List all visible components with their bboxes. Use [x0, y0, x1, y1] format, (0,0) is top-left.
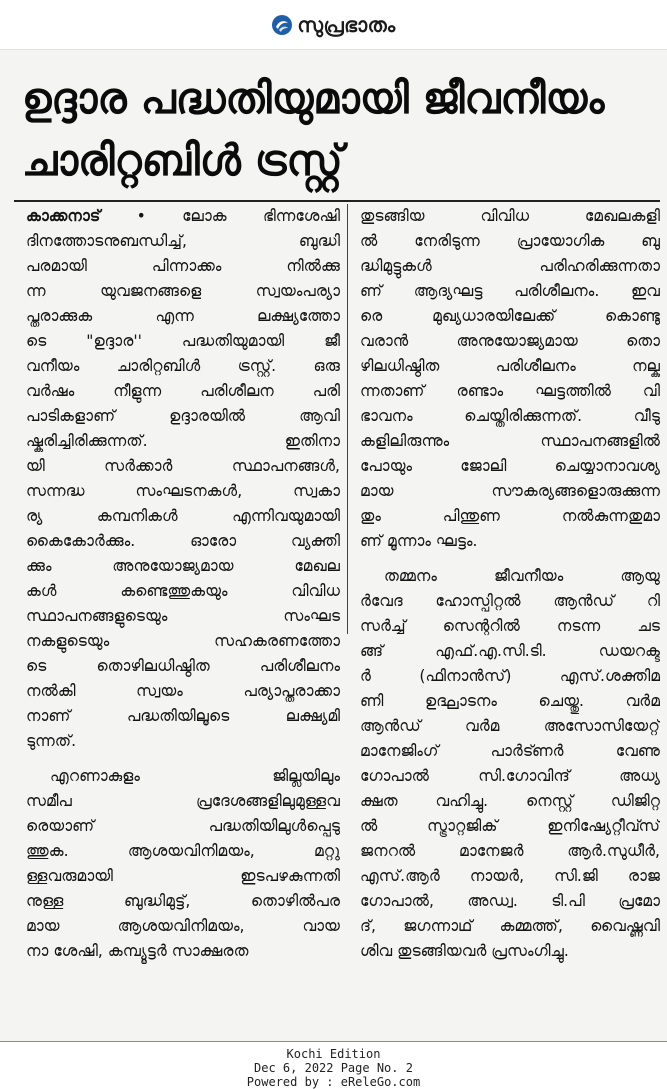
- newspaper-logo: [271, 13, 395, 37]
- article-line: ർവേദ ഹോസ്പിറ്റൽ ആൻഡ് റി: [360, 592, 660, 610]
- dateline: കാക്കനാട്: [26, 207, 101, 225]
- article-line: നാണ് പദ്ധതിയിലൂടെ ലക്ഷ്യമി: [26, 707, 340, 725]
- article-line: ൽ നേരിടുന്ന പ്രായോഗിക ബു: [360, 232, 660, 250]
- article-line: ആൻഡ് വർമ അസോസിയേറ്റ്: [360, 717, 660, 735]
- headline-line-1: ഉദ്ദാര പദ്ധതിയുമായി ജീവനീയം: [22, 74, 605, 124]
- article-line: ജനറൽ മാനേജർ ആർ.സുധീർ,: [360, 842, 660, 860]
- article-line: നൽകി സ്വയം പര്യാപ്തരാക്കാ: [26, 682, 340, 700]
- article-line: തുടങ്ങിയ വിവിധ മേഖലകളി: [360, 207, 660, 225]
- article-line: വനീയം ചാരിറ്റബിൾ ട്രസ്റ്റ്. ഒരു: [26, 357, 340, 375]
- article-line: ടുന്നത്.: [26, 732, 77, 750]
- article-line: ണി ഉദ്ഘാടനം ചെയ്തു. വർമ: [360, 692, 660, 710]
- article-line: രെ മുഖ്യധാരയിലേക്ക് കൊണ്ടു: [360, 307, 660, 325]
- article-line: തും പിന്തുണ നൽകുന്നതുമാ: [360, 507, 660, 525]
- article-line: യി സർക്കാർ സ്ഥാപനങ്ങൾ,: [26, 457, 340, 475]
- article-line: നകളുടെയും സഹകരണത്തോ: [26, 632, 340, 650]
- article-line: എറണാകുളം ജില്ലയിലും: [50, 767, 340, 785]
- article-line: ങ്ങ് എഫ്.എ.സി.ടി. ഡയറക്ട: [360, 642, 660, 660]
- masthead: [0, 0, 667, 50]
- article-line: സ്ഥാപനങ്ങളുടെയും സംഘട: [26, 607, 340, 625]
- article-line: ന്ന യുവജനങ്ങളെ സ്വയംപര്യാ: [26, 282, 340, 300]
- article-line: ദ്ധിമുട്ടുകൾ പരിഹരിക്കുന്നതാ: [360, 257, 660, 275]
- article-line: മായ ആശയവിനിമയം, വായ: [26, 917, 340, 935]
- column-divider: [347, 204, 348, 634]
- article-line: ള്ളവരുമായി ഇടപഴകുന്നതി: [26, 867, 340, 885]
- article-line: ക്കും അനുയോജ്യമായ മേഖല: [26, 557, 340, 575]
- article-line: ശിവ തുടങ്ങിയവർ പ്രസംഗിച്ചു.: [360, 942, 569, 960]
- article-line: ൽ സ്ട്രാറ്റജിക് ഇനിഷ്യേറ്റീവ്സ്: [360, 817, 660, 835]
- article-line: സന്നദ്ധ സംഘടനകൾ, സ്വകാ: [26, 482, 340, 500]
- article-line: ദിനത്തോടനുബന്ധിച്ച്, ബുദ്ധി: [26, 232, 340, 250]
- globe-logo-icon: [271, 14, 293, 36]
- article-line: തമ്മനം ജീവനീയം ആയു: [384, 567, 660, 585]
- headline-line-2: ചാരിറ്റബിൾ ട്രസ്റ്റ്: [22, 136, 343, 186]
- edition-name: Kochi Edition: [286, 1047, 381, 1061]
- article-line: കളിലിരുന്നും സ്ഥാപനങ്ങളിൽ: [360, 432, 660, 450]
- first-line: [26, 204, 340, 229]
- article-line: ഗോപാൽ സി.ഗോവിന്ദ് അധ്യ: [360, 767, 660, 785]
- article-line: വരാൻ അനുയോജ്യമായ തൊ: [360, 332, 660, 350]
- article-line: സമീപ പ്രദേശങ്ങളിലുമുള്ളവ: [26, 792, 340, 810]
- article-line: കൾ കണ്ടെത്തുകയും വിവിധ: [26, 582, 340, 600]
- article-line: ഭാവനം ചെയ്തിരിക്കുന്നത്. വീടു: [360, 407, 660, 425]
- article-line: കൈകോർക്കും. ഓരോ വ്യക്തി: [26, 532, 340, 550]
- article-line: ഗോപാൽ, അഡ്വ. ടി.പി പ്രമോ: [360, 892, 660, 910]
- article-line: ദ്, ജഗന്നാഥ് കമ്മത്ത്, വൈഷ്ണവി: [360, 917, 660, 935]
- article-line: പാടികളാണ് ഉദ്ദാരയിൽ ആവി: [26, 407, 340, 425]
- article-line: നാ ശേഷി, കമ്പ്യൂട്ടർ സാക്ഷരത: [26, 942, 249, 960]
- article-line: രെയാണ് പദ്ധതിയിലുൾപ്പെടു: [26, 817, 340, 835]
- article-line: ര്യ കമ്പനികൾ എന്നിവയുമായി: [26, 507, 340, 525]
- article-column-right: [360, 204, 660, 964]
- article-line: ർ (ഫിനാൻസ്) എസ്.ശക്തിമ: [360, 667, 660, 685]
- article-line: പരമായി പിന്നാക്കം നിൽക്കു: [26, 257, 340, 275]
- article-line: ഷ്കരിച്ചിരിക്കുന്നത്. ഇതിനാ: [26, 432, 340, 450]
- headline-rule: [14, 200, 660, 202]
- article-line: പോയും ജോലി ചെയ്യാനാവശ്യ: [360, 457, 660, 475]
- article-line: ന്നതാണ് രണ്ടാം ഘട്ടത്തിൽ വി: [360, 382, 660, 400]
- article-column-left: [26, 204, 340, 964]
- article-line: സർച്ച് സെന്ററിൽ നടന്ന ചട: [360, 617, 660, 635]
- article-line: പ്തരാക്കുക എന്ന ലക്ഷ്യത്തോ: [26, 307, 340, 325]
- edition-date-page: Dec 6, 2022 Page No. 2: [254, 1061, 413, 1075]
- article-line: ടെ "ഉദ്ദാര'' പദ്ധതിയുമായി ജീ: [26, 332, 340, 350]
- article-line: വർഷം നീളുന്ന പരിശീലന പരി: [26, 382, 340, 400]
- article-line: ടെ തൊഴിലധിഷ്ഠിത പരിശീലനം: [26, 657, 340, 675]
- edition-footer: [0, 1041, 667, 1089]
- article-line: ത്തുക. ആശയവിനിമയം, മറ്റു: [26, 842, 340, 860]
- powered-by: Powered by : eReleGo.com: [246, 1075, 421, 1089]
- article-line: ഴിലധിഷ്ഠിത പരിശീലനം നല്കു: [360, 357, 660, 375]
- article-line: മായ സൗകര്യങ്ങളൊരുക്കുന്ന: [360, 482, 660, 500]
- article-headline: [22, 68, 621, 192]
- article-line: എസ്.ആർ നായർ, സി.ജി രാജ: [360, 867, 660, 885]
- newspaper-name: സുപ്രഭാതം: [297, 12, 396, 37]
- first-line-text: • ലോക ഭിന്നശേഷി: [136, 207, 340, 225]
- article-line: ണ് ആദ്യഘട്ട പരിശീലനം. ഇവ: [360, 282, 660, 300]
- article-line: മാനേജിംഗ് പാർട്ണർ വേണു: [360, 742, 660, 760]
- article-line: നുള്ള ബുദ്ധിമുട്ട്, തൊഴിൽപര: [26, 892, 340, 910]
- article-line: ണ് മൂന്നാം ഘട്ടം.: [360, 532, 478, 550]
- article-line: ക്ഷത വഹിച്ചു. നെസ്റ്റ് ഡിജിറ്റ: [360, 792, 660, 810]
